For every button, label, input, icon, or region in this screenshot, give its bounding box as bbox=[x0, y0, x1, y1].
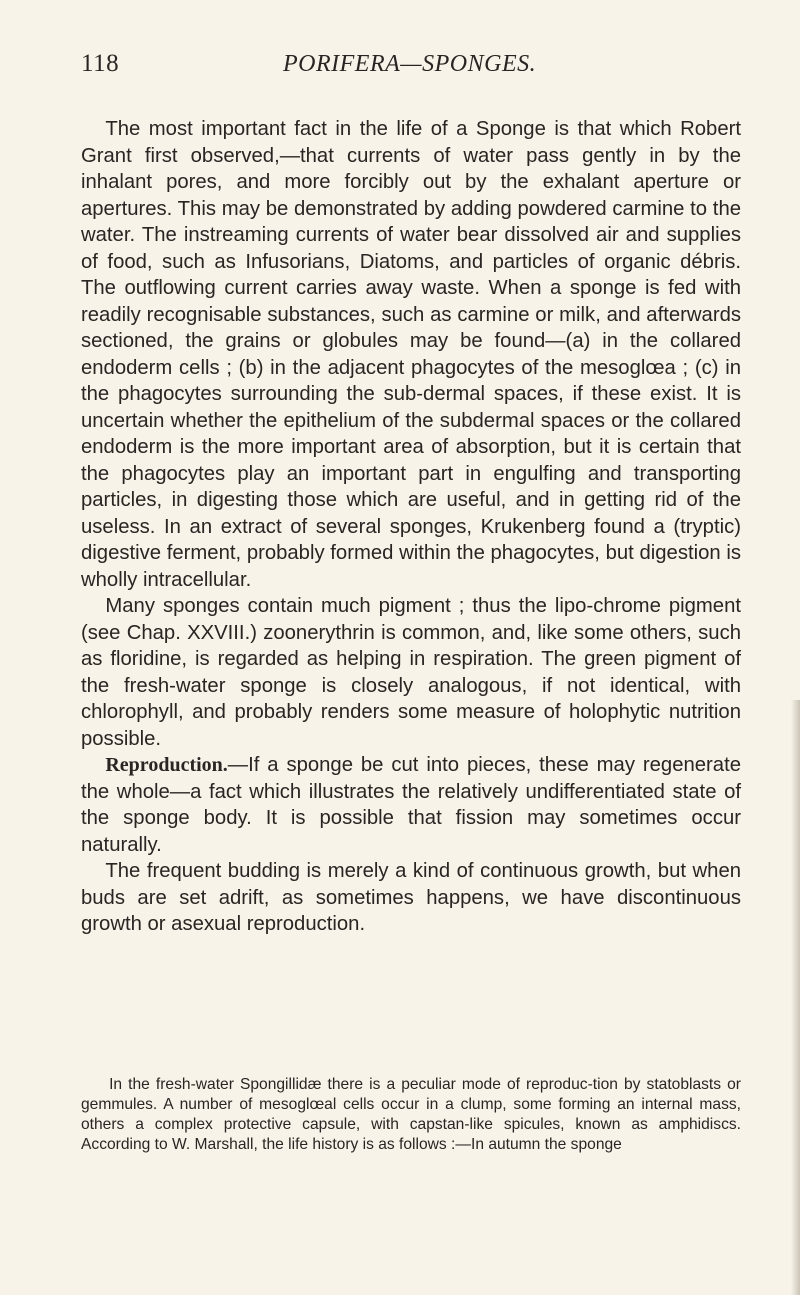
paragraph-feeding: The most important fact in the life of a Sponge is that which Robert Grant first observed,—that currents of water pass gently in by the inhalant pores, and more forcibly out by the exhalant aperture or apertures. This may be demonstrated by adding powdered carmine to the water. The instreaming currents of water bear dissolved air and supplies of food, such as Infusorians, Diatoms, and particles of organic débris. The outflowing current carries away waste. When a sponge is fed with readily recognisable substances, such as carmine or milk, and afterwards sectioned, the grains or globules may be found—(a) in the collared endoderm cells ; (b) in the adjacent phagocytes of the mesoglœa ; (c) in the phagocytes surrounding the sub-dermal spaces, if these exist. It is uncertain whether the epithelium of the subdermal spaces or the collared endoderm is the more important area of absorption, but it is certain that the phagocytes play an important part in engulfing and transporting particles, in digesting those which are useful, and in getting rid of the useless. In an extract of several sponges, Krukenberg found a (tryptic) digestive ferment, probably formed within the phagocytes, but digestion is wholly intracellular. bbox=[81, 118, 741, 591]
main-text bbox=[81, 116, 741, 938]
section-heading-reproduction: Reproduction. bbox=[105, 754, 228, 776]
page-header bbox=[81, 50, 741, 86]
paragraph-statoblasts: In the fresh-water Spongillidæ there is a peculiar mode of reproduc-tion by statoblasts or gemmules. A number of mesoglœal cells occur in a clump, some forming an internal mass, others a complex protective capsule, with capstan-like spicules, known as amphidiscs. According to W. Marshall, the life history is as follows :—In autumn the sponge bbox=[81, 1076, 741, 1153]
page-number: 118 bbox=[81, 50, 120, 77]
running-head: PORIFERA—SPONGES. bbox=[283, 51, 537, 77]
paragraph-pigment: Many sponges contain much pigment ; thus the lipo-chrome pigment (see Chap. XXVIII.) zoonerythrin is common, and, like some others, such as floridine, is regarded as helping in respiration. The green pigment of the fresh-water sponge is closely analogous, if not identical, with chlorophyll, and probably renders some measure of holophytic nutrition possible. bbox=[81, 595, 741, 750]
paragraph-budding: The frequent budding is merely a kind of continuous growth, but when buds are set adrift, as sometimes happens, we have discontinuous growth or asexual reproduction. bbox=[81, 860, 741, 935]
paragraph-reproduction bbox=[81, 752, 741, 858]
page-edge-shadow bbox=[791, 700, 800, 1295]
small-print-note bbox=[81, 1075, 741, 1155]
paragraph-reproduction-text: —If a sponge be cut into pieces, these may regenerate the whole—a fact which illustrates the relatively undifferentiated state of the sponge body. It is possible that fission may sometimes occur naturally. bbox=[81, 754, 741, 856]
